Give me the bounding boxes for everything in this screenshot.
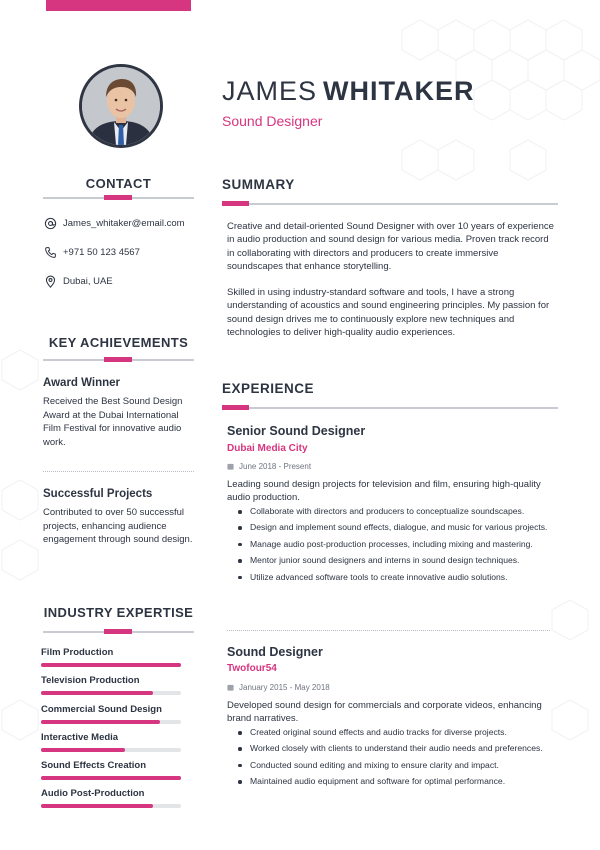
job-dates — [227, 683, 330, 692]
job-bullet: Worked closely with clients to understand their audio needs and preferences. — [238, 743, 555, 754]
job-bullet: Design and implement sound effects, dialogue, and music for various projects. — [238, 522, 555, 533]
contact-accent — [104, 195, 132, 200]
experience-rule — [222, 407, 558, 409]
skill-label: Television Production — [41, 675, 140, 686]
calendar-icon — [227, 684, 234, 691]
skill-bar — [41, 720, 181, 724]
achievement-text: Received the Best Sound Design Award at the Dubai International Film Festival for innovative audio work. — [43, 396, 183, 448]
skill-bar — [41, 691, 181, 695]
expertise-accent — [104, 629, 132, 634]
experience-divider — [227, 630, 550, 631]
skill-bar — [41, 663, 181, 667]
skill-label: Sound Effects Creation — [41, 760, 147, 771]
job-description: Leading sound design projects for television and film, ensuring high-quality audio production. — [227, 479, 541, 503]
company-name: Dubai Media City — [227, 443, 308, 454]
skill-bar-fill — [41, 776, 181, 780]
top-accent-bar — [46, 0, 191, 11]
summary-accent — [222, 201, 249, 206]
skill-bar-fill — [41, 804, 153, 808]
achievements-accent — [104, 357, 132, 362]
contact-heading: CONTACT — [85, 176, 152, 191]
profile-photo-illustration — [82, 67, 160, 145]
skill-label: Interactive Media — [41, 732, 119, 743]
job-title: Sound Designer — [227, 645, 323, 659]
job-bullet: Manage audio post-production processes, including mixing and mastering. — [238, 539, 555, 550]
summary-heading: SUMMARY — [222, 177, 295, 192]
skill-bar-fill — [41, 663, 181, 667]
job-dates — [227, 462, 311, 471]
job-bullet: Collaborate with directors and producers to conceptualize soundscapes. — [238, 506, 555, 517]
at-icon — [44, 217, 57, 230]
job-bullet: Maintained audio equipment and software for optimal performance. — [238, 776, 555, 787]
job-bullet: Conducted sound editing and mixing to ensure clarity and impact. — [238, 760, 555, 771]
achievements-heading: KEY ACHIEVEMENTS — [48, 335, 189, 350]
skill-bar — [41, 804, 181, 808]
location-text: Dubai, UAE — [63, 276, 113, 287]
job-title: Senior Sound Designer — [227, 424, 366, 438]
job-bullet: Mentor junior sound designers and interns in sound design techniques. — [238, 555, 555, 566]
achievement-title: Award Winner — [43, 377, 121, 389]
job-bullets — [238, 506, 555, 588]
skill-bar — [41, 776, 181, 780]
experience-accent — [222, 405, 249, 410]
achievement-text: Contributed to over 50 successful projects, enhancing audience engagement through sound design. — [43, 507, 193, 545]
email-text[interactable]: James_whitaker@email.com — [63, 218, 185, 229]
job-bullet: Created original sound effects and audio tracks for diverse projects. — [238, 727, 555, 738]
achievement-title: Successful Projects — [43, 488, 153, 500]
calendar-icon — [227, 463, 234, 470]
contact-email[interactable] — [44, 217, 185, 230]
job-dates-text: January 2015 - May 2018 — [239, 683, 330, 692]
skill-label: Film Production — [41, 647, 114, 658]
skill-bar — [41, 748, 181, 752]
contact-phone[interactable] — [44, 246, 140, 259]
first-name: JAMES — [222, 76, 318, 106]
job-bullets — [238, 727, 555, 793]
job-dates-text: June 2018 - Present — [239, 462, 312, 471]
job-description: Developed sound design for commercials and corporate videos, enhancing brand narratives. — [227, 700, 542, 724]
skill-label: Commercial Sound Design — [41, 704, 162, 715]
avatar — [79, 64, 163, 148]
contact-location — [44, 275, 113, 288]
phone-icon — [44, 246, 57, 259]
last-name: WHITAKER — [323, 76, 475, 106]
expertise-heading: INDUSTRY EXPERTISE — [43, 605, 194, 620]
skill-label: Audio Post-Production — [41, 788, 145, 799]
job-bullet: Utilize advanced software tools to create innovative audio solutions. — [238, 572, 555, 583]
skill-bar-fill — [41, 720, 160, 724]
location-pin-icon — [44, 275, 57, 288]
job-role: Sound Designer — [222, 113, 323, 129]
summary-paragraph: Skilled in using industry-standard software and tools, I have a strong understanding of acoustics and sound engineering principles. My passion for sound design drives me to continuously explore new techniques and technologies to deliver high-quality audio experiences. — [227, 287, 550, 338]
phone-text[interactable]: +971 50 123 4567 — [63, 247, 140, 258]
achievement-divider — [43, 471, 194, 472]
candidate-name — [222, 76, 475, 107]
skill-bar-fill — [41, 748, 125, 752]
summary-rule — [222, 203, 558, 205]
experience-heading: EXPERIENCE — [222, 381, 315, 396]
company-name: Twofour54 — [227, 663, 277, 674]
summary-paragraph: Creative and detail-oriented Sound Designer with over 10 years of experience in audio production and sound design for various media. Proven track record in collaborating with directors and producers to create immersive soundscapes that enhance storytelling. — [227, 221, 554, 272]
skill-bar-fill — [41, 691, 153, 695]
